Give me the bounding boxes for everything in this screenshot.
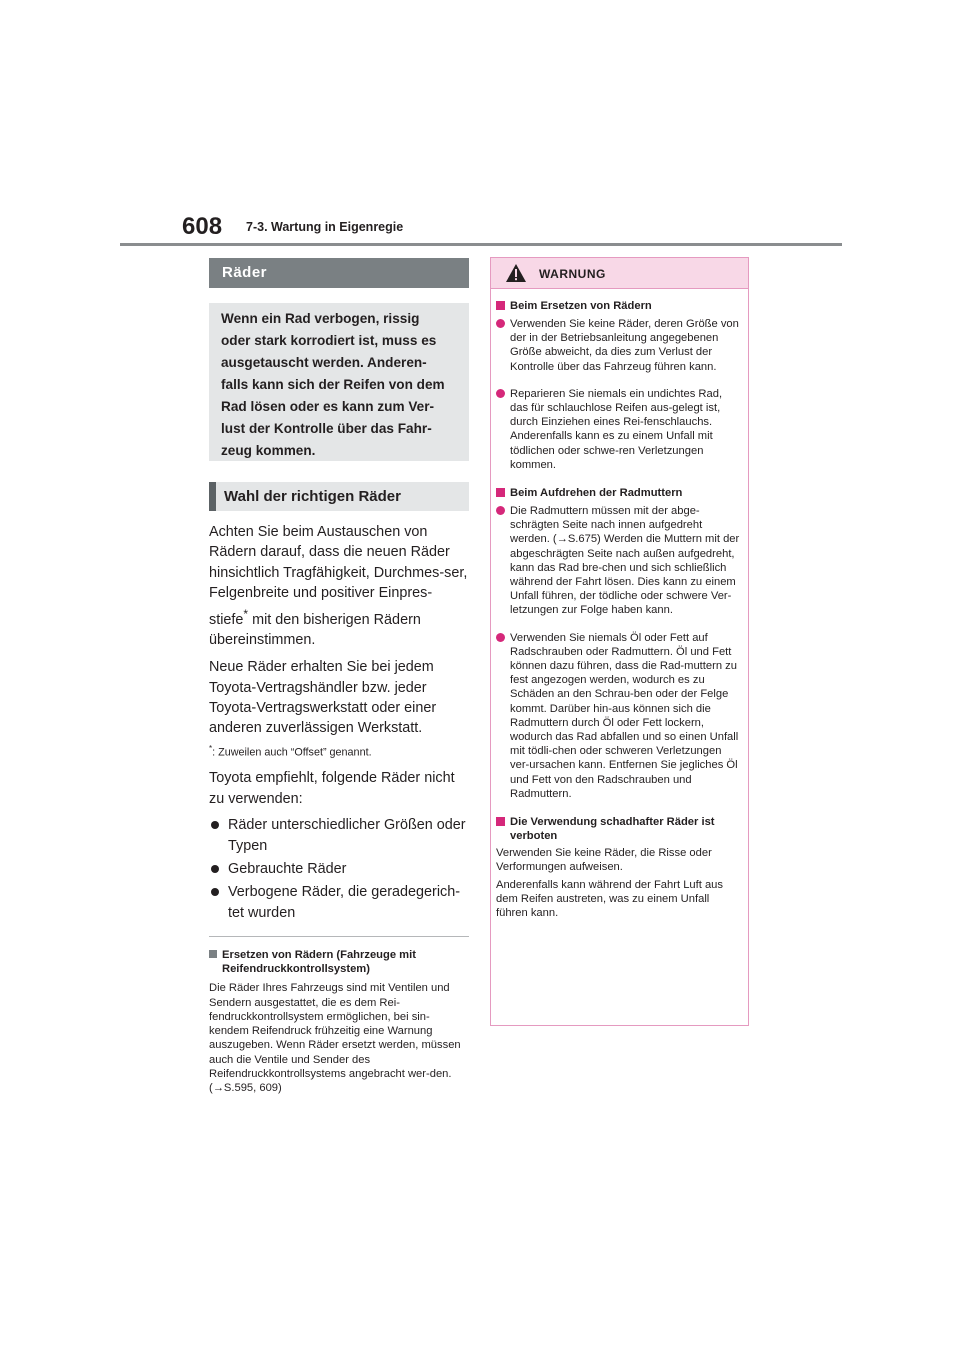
summary-box: [209, 303, 469, 461]
warning-paragraph: Anderenfalls kann während der Fahrt Luft aus dem Reifen austreten, was zu einem Unfall führen kann.: [496, 878, 723, 919]
info-body: Die Räder Ihres Fahrzeugs sind mit Ventilen und Sendern ausgestattet, die es dem Rei-fendruckkontrollsystem ermöglichen, bei sin-kendem Reifendruck frühzeitig eine Warnung auszugeben. Wenn Räder ersetzt werden, müssen auch die Ventile und Sender des Reifendruckkontrollsystems angebracht wer-den. (→S.595, 609): [209, 982, 461, 1095]
summary-line: Rad lösen oder es kann zum Ver-: [221, 399, 435, 414]
footnote-text: : Zuweilen auch “Offset” genannt.: [212, 746, 372, 759]
warning-paragraph: Verwenden Sie keine Räder, die Risse oder Verformungen aufweisen.: [496, 847, 712, 874]
footnote: [209, 741, 469, 761]
circle-bullet-icon: [496, 319, 505, 328]
list-item-text: Verbogene Räder, die geradegerich-tet wurden: [228, 884, 461, 921]
warning-heading: [496, 486, 742, 500]
bullet-icon: [211, 865, 219, 873]
list-item-text: Räder unterschiedlicher Größen oder Typen: [228, 817, 466, 854]
warning-item: [496, 317, 742, 374]
divider: [209, 936, 469, 937]
footnote-ref: *: [243, 606, 249, 621]
square-bullet-icon: [496, 488, 505, 497]
warning-heading: [496, 299, 742, 313]
summary-line: Wenn ein Rad verbogen, rissig: [221, 311, 420, 326]
warning-item: [496, 631, 742, 801]
warning-heading-text: Beim Ersetzen von Rädern: [510, 300, 652, 312]
circle-bullet-icon: [496, 389, 505, 398]
square-bullet-icon: [496, 817, 505, 826]
warning-item-text: Verwenden Sie niemals Öl oder Fett auf Radschrauben oder Radmuttern. Öl und Fett können dazu führen, dass die Rad-muttern zu fest angezogen werden, wodurch es zu Schäden an den Schrau-ben oder der Felge kommt. Darüber hin-aus können sich die Radmuttern durch Öl oder Fett lockern, wodurch das Rad abfallen und so einen Unfall mit tödli-chen oder schweren Verletzungen ver-ursachen kann. Entfernen Sie jegliches Öl und Fett von den Radschrauben und Radmuttern.: [510, 631, 739, 800]
summary-line: falls kann sich der Reifen von dem: [221, 377, 445, 392]
bullet-list: [209, 815, 469, 923]
subheading: Wahl der richtigen Räder: [209, 482, 469, 511]
warning-item: [496, 504, 742, 618]
list-item-text: Gebrauchte Räder: [228, 861, 347, 878]
warning-header: [491, 258, 748, 289]
section-heading: Räder: [209, 258, 469, 288]
warning-body: [491, 289, 748, 920]
footnote-mark: *: [209, 743, 213, 753]
warning-heading-text: Beim Aufdrehen der Radmuttern: [510, 487, 683, 500]
header-rule: [120, 243, 842, 246]
warning-title: WARNUNG: [539, 267, 606, 281]
warning-box: [490, 257, 749, 1026]
summary-line: ausgetauscht werden. Anderen-: [221, 355, 427, 370]
circle-bullet-icon: [496, 633, 505, 642]
summary-line: lust der Kontrolle über das Fahr-: [221, 421, 432, 436]
paragraph-dealer: Neue Räder erhalten Sie bei jedem Toyota-Vertragshändler bzw. jeder Toyota-Vertragswerkstatt oder einer anderen zuverlässigen Werkstatt.: [209, 659, 437, 737]
summary-line: zeug kommen.: [221, 443, 316, 458]
warning-triangle-icon: [505, 263, 527, 283]
info-heading-text: Ersetzen von Rädern (Fahrzeuge mit Reifendruckkontrollsystem): [222, 949, 416, 976]
info-heading: [209, 948, 469, 976]
paragraph-recommend: Toyota empfiehlt, folgende Räder nicht zu verwenden:: [209, 770, 455, 807]
warning-item: [496, 387, 742, 472]
list-item: [209, 859, 469, 879]
left-column: [209, 258, 469, 1096]
list-item: [209, 882, 469, 923]
paragraph-text: Achten Sie beim Austauschen von Rädern darauf, dass die neuen Räder hinsichtlich Tragfähigkeit, Durchmes-ser, Felgenbreite und positiver Einpres-stiefe: [209, 524, 468, 628]
bullet-icon: [211, 888, 219, 896]
list-item: [209, 815, 469, 856]
bullet-icon: [211, 821, 219, 829]
circle-bullet-icon: [496, 506, 505, 515]
square-bullet-icon: [209, 950, 217, 958]
square-bullet-icon: [496, 301, 505, 310]
page-number: 608: [182, 213, 223, 240]
summary-line: oder stark korrodiert ist, muss es: [221, 333, 437, 348]
warning-item-text: Verwenden Sie keine Räder, deren Größe von der in der Betriebsanleitung angegebenen Größe abweicht, da dies zum Verlust der Kontrolle über das Fahrzeug führen kann.: [510, 318, 739, 373]
warning-heading-text: Die Verwendung schadhafter Räder ist verboten: [510, 816, 715, 843]
paragraph-text: mit den bisherigen Rädern übereinstimmen.: [209, 611, 421, 648]
section-title: 7-3. Wartung in Eigenregie: [246, 220, 404, 234]
warning-item-text: Die Radmuttern müssen mit der abge-schrägten Seite nach innen aufgedreht werden. (→S.675) Werden die Muttern mit der abgeschrägten Seite nach außen aufgedreht, kann das Rad bre-chen und sich schließlich während der Fahrt lösen. Dies kann zu einem Unfall führen, der tödliche oder schwere Ver-letzungen zur Folge haben kann.: [510, 505, 740, 617]
paragraph-wheel-match: [209, 522, 469, 650]
warning-heading: [496, 815, 742, 843]
warning-item-text: Reparieren Sie niemals ein undichtes Rad, das für schlauchlose Reifen aus-gelegt ist, durch Einziehen eines Rei-fenschlauchs. Anderenfalls kann es zu einem Unfall mit tödlichen oder schwe-ren Verletzungen kommen.: [510, 387, 723, 471]
